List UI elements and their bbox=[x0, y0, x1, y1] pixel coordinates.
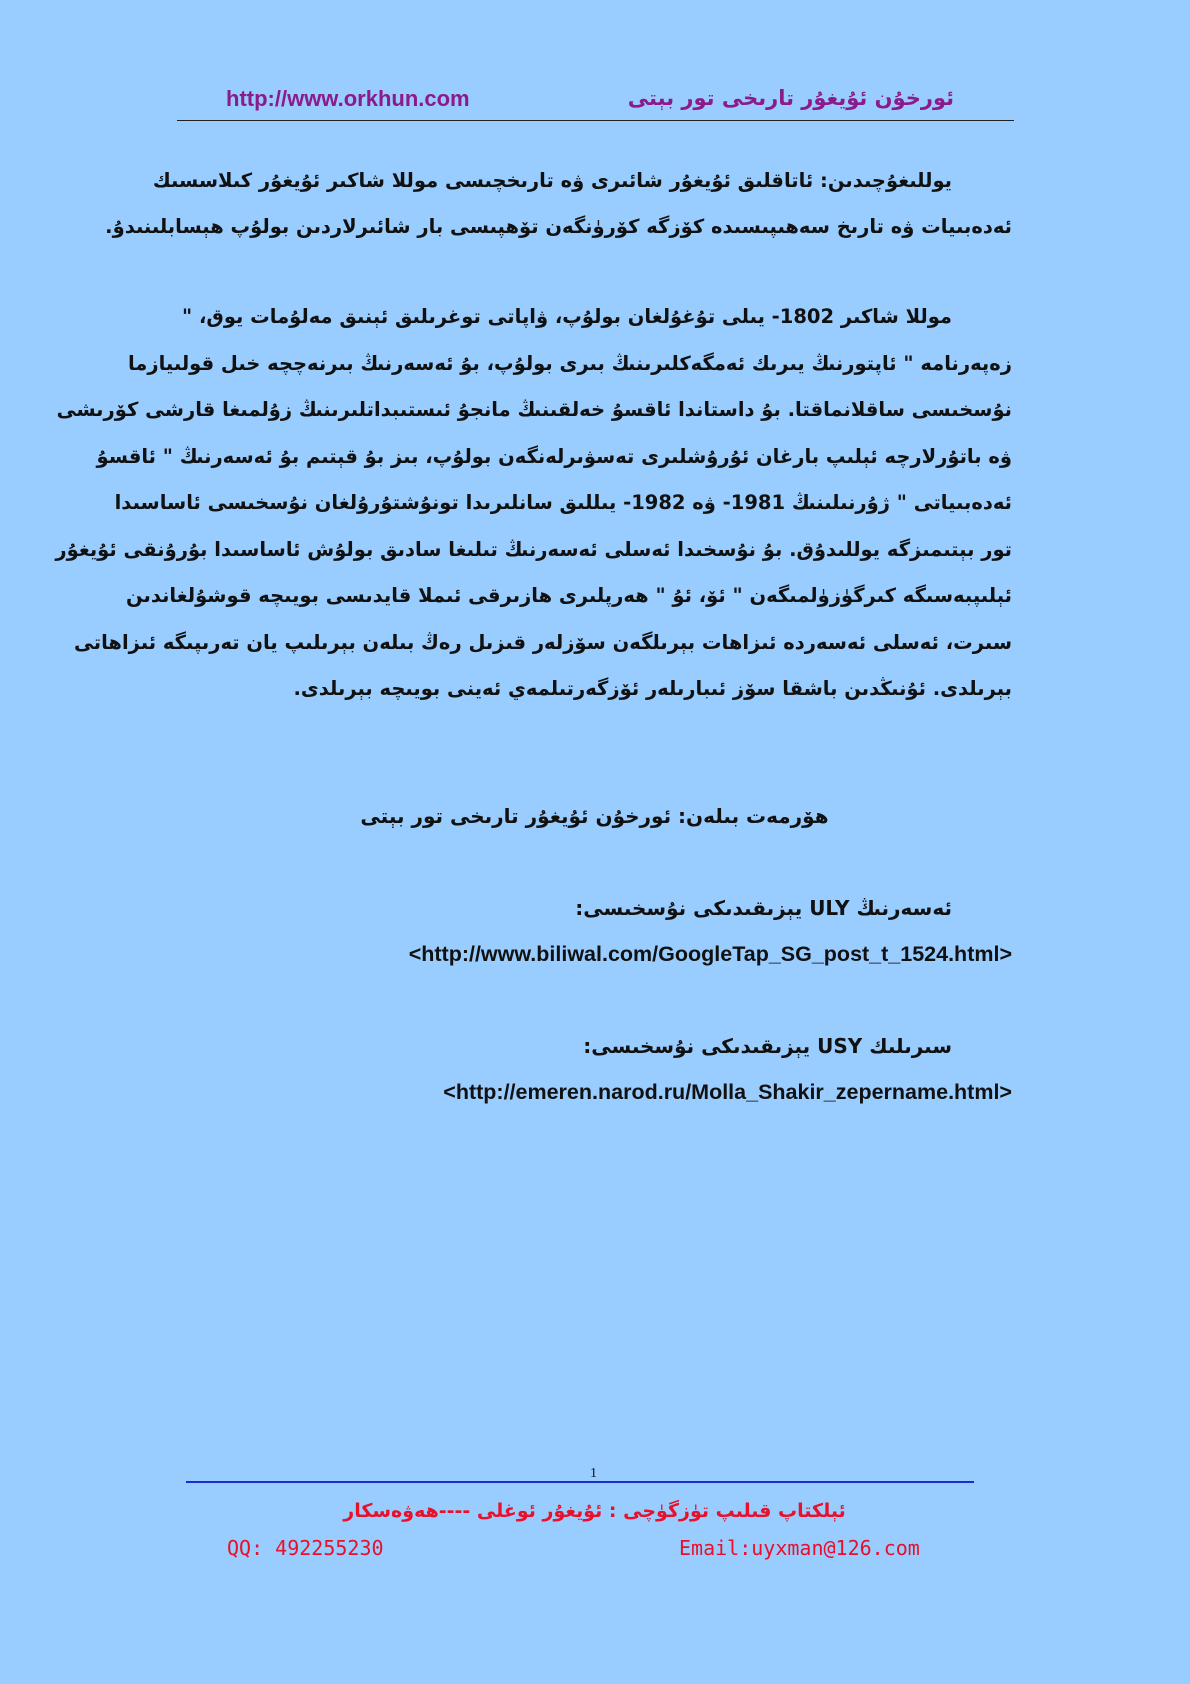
footer-author: ئېلكتاپ قىلىپ تۈزگۈچى : ئۇيغۇر ئوغلى ----ھەۋەسكار bbox=[343, 1500, 846, 1522]
page-number: 1 bbox=[590, 1466, 597, 1481]
paragraph-line: سىرت، ئەسلى ئەسەردە ئىزاھات بېرىلگەن سۆزلەر قىزىل رەڭ بىلەن بېرىلىپ يان تەرىپىگە ئىزاھاتى bbox=[74, 630, 1012, 654]
header-site-title: ئورخۇن ئۇيغۇر تارىخى تور بېتى bbox=[627, 86, 954, 110]
footer-email-link[interactable]: Email:uyxman@126.com bbox=[679, 1536, 920, 1560]
credit-line: ھۆرمەت بىلەن: ئورخۇن ئۇيغۇر تارىخى تور بېتى bbox=[360, 804, 829, 828]
usy-link[interactable]: <http://emeren.narod.ru/Molla_Shakir_zepername.html> bbox=[443, 1080, 1012, 1104]
paragraph-line: ۋە باتۇرلارچە ئېلىپ بارغان ئۇرۇشلىرى تەسۋىرلەنگەن بولۇپ، بىز بۇ قېتىم بۇ ئەسەرنىڭ " ئاقسۇ bbox=[96, 444, 1012, 468]
body-paragraph bbox=[55, 294, 1012, 713]
usy-label: سىرىلىك USY يېزىقىدىكى نۇسخىسى: bbox=[583, 1034, 952, 1058]
paragraph-line: بېرىلدى. ئۇنىڭدىن باشقا سۆز ئىبارىلەر ئۆزگەرتىلمەي ئەينى بويىچە بېرىلدى. bbox=[293, 677, 1012, 700]
footer-divider bbox=[186, 1481, 974, 1483]
paragraph-line: ئەدەبىياتى " ژۇرنىلىنىڭ 1981- ۋە 1982- يىللىق سانلىرىدا تونۇشتۇرۇلغان نۇسخىسى ئاساسىدا bbox=[114, 491, 1012, 514]
header-url-link[interactable]: http://www.orkhun.com bbox=[226, 86, 470, 111]
intro-paragraph bbox=[105, 158, 1012, 250]
uly-label: ئەسەرنىڭ ULY يېزىقىدىكى نۇسخىسى: bbox=[575, 896, 952, 920]
uly-link[interactable]: <http://www.biliwal.com/GoogleTap_SG_post_t_1524.html> bbox=[408, 942, 1012, 966]
paragraph-line: موللا شاكىر 1802- يىلى تۇغۇلغان بولۇپ، ۋاپاتى توغرىلىق ئېنىق مەلۇمات يوق، " bbox=[182, 305, 952, 328]
footer-qq: QQ: 492255230 bbox=[227, 1536, 384, 1560]
paragraph-line: نۇسخىسى ساقلانماقتا. بۇ داستاندا ئاقسۇ خەلقىنىڭ مانجۇ ئىستىبداتلىرىنىڭ زۇلمىغا قارشى كۆرىشى bbox=[56, 398, 1012, 421]
paragraph-line: تور بېتىمىزگە يوللىدۇق. بۇ نۇسخىدا ئەسلى ئەسەرنىڭ تىلىغا سادىق بولۇش ئاساسىدا بۇرۇنقى ئۇيغۇر bbox=[55, 537, 1012, 561]
page-header bbox=[177, 80, 1014, 121]
paragraph-line: يوللىغۇچىدىن: ئاتاقلىق ئۇيغۇر شائىرى ۋە تارىخچىسى موللا شاكىر ئۇيغۇر كىلاسسىك bbox=[152, 169, 952, 192]
paragraph-line: زەپەرنامە " ئاپتورنىڭ يىرىك ئەمگەكلىرىنىڭ بىرى بولۇپ، بۇ ئەسەرنىڭ بىرنەچچە خىل قولىيازما bbox=[127, 351, 1012, 375]
paragraph-line: ئېلىپبەسىگە كىرگۈزۈلمىگەن " ئۆ، ئۇ " ھەرپلىرى ھازىرقى ئىملا قايدىسى بويىچە قوشۇلغاندىن bbox=[125, 584, 1012, 607]
paragraph-line: ئەدەبىيات ۋە تارىخ سەھىپىسىدە كۆزگە كۆرۈنگەن تۆھپىسى بار شائىرلاردىن بولۇپ ھېسابلىنىدۇ. bbox=[105, 215, 1012, 238]
